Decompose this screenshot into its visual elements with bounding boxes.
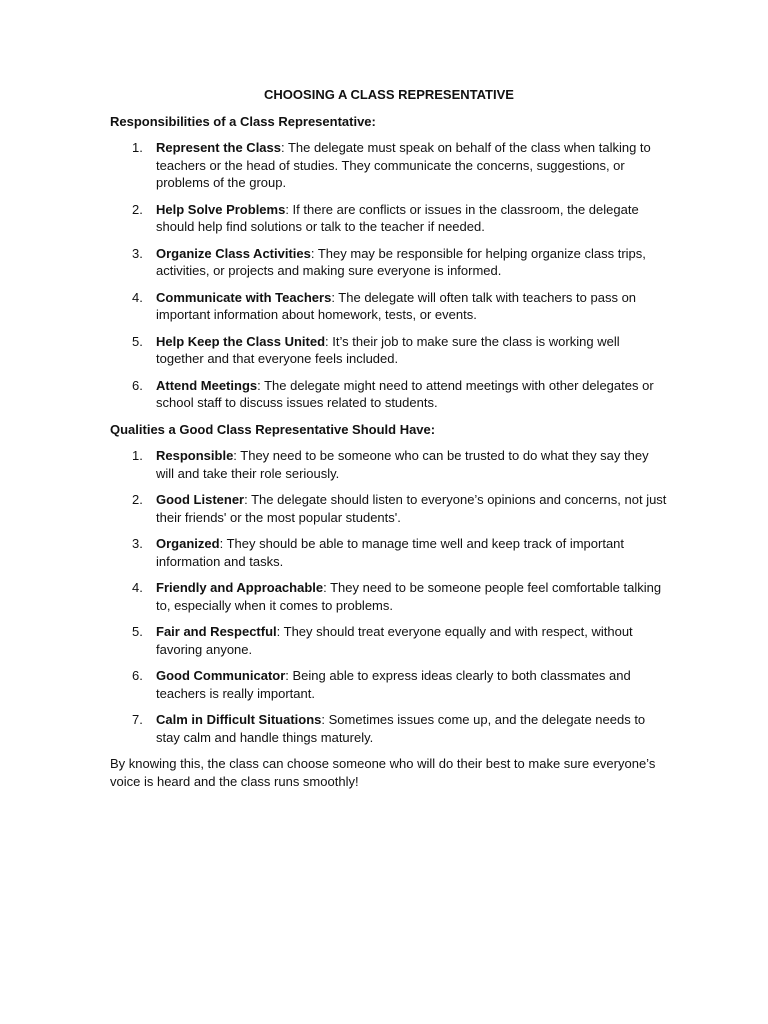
- item-text: : If there are conflicts or issues in the classroom, the delegate should help find solutions or talk to the teacher if needed.: [156, 201, 639, 234]
- list-number: 3.: [132, 536, 143, 551]
- list-number: 6.: [132, 668, 143, 683]
- item-text: : The delegate must speak on behalf of the class when talking to teachers or the head of studies. They communicate the concerns, suggestions, or problems of the group.: [156, 140, 651, 190]
- item-term: Help Keep the Class United: [156, 333, 326, 349]
- item-term: Help Solve Problems: [156, 201, 286, 217]
- item-term: Communicate with Teachers: [156, 289, 332, 305]
- item-text: : Sometimes issues come up, and the delegate needs to stay calm and handle things maturely.: [156, 712, 646, 745]
- list-item: [110, 579, 668, 614]
- list-item: [110, 333, 668, 368]
- list-number: 2.: [132, 201, 143, 217]
- item-text: : Being able to express ideas clearly to both classmates and teachers is really important.: [156, 668, 631, 701]
- list-number: 4.: [132, 580, 143, 595]
- item-text: : They need to be someone who can be trusted to do what they say they will and take their role seriously.: [156, 448, 649, 481]
- list-number: 1.: [132, 448, 143, 463]
- list-item: [110, 491, 668, 526]
- item-term: Organize Class Activities: [156, 245, 311, 261]
- list-item: [110, 377, 668, 412]
- item-term: Organized: [156, 536, 220, 551]
- list-number: 1.: [132, 140, 143, 155]
- list-number: 5.: [132, 624, 143, 639]
- list-item: [110, 623, 668, 658]
- qualities-heading: Qualities a Good Class Representative Should Have:: [110, 421, 436, 437]
- item-term: Calm in Difficult Situations: [156, 712, 322, 727]
- document-title: CHOOSING A CLASS REPRESENTATIVE: [264, 87, 514, 102]
- list-item: [110, 139, 668, 192]
- item-text: : They should be able to manage time well and keep track of important information and tasks.: [156, 536, 625, 569]
- closing-paragraph: By knowing this, the class can choose someone who will do their best to make sure everyone’s voice is heard and the class runs smoothly!: [110, 756, 656, 789]
- item-term: Friendly and Approachable: [156, 580, 324, 595]
- item-text: : The delegate should listen to everyone’s opinions and concerns, not just their friends' or the most popular students'.: [156, 492, 667, 525]
- qualities-list: [110, 447, 668, 746]
- item-term: Responsible: [156, 448, 234, 463]
- item-term: Good Communicator: [156, 668, 286, 683]
- list-item: [110, 447, 668, 482]
- responsibilities-list: [110, 139, 668, 412]
- item-text: : They should treat everyone equally and with respect, without favoring anyone.: [156, 624, 633, 657]
- list-number: 2.: [132, 492, 143, 507]
- list-number: 5.: [132, 333, 143, 349]
- list-number: 3.: [132, 245, 143, 261]
- list-item: [110, 711, 668, 746]
- item-text: : It’s their job to make sure the class is working well together and that everyone feels included.: [156, 333, 620, 366]
- list-item: [110, 245, 668, 280]
- list-item: [110, 201, 668, 236]
- item-term: Good Listener: [156, 492, 245, 507]
- item-text: : They need to be someone people feel comfortable talking to, especially when it comes to problems.: [156, 580, 662, 613]
- item-text: : The delegate will often talk with teachers to pass on important information about homework, tests, or events.: [156, 289, 637, 322]
- item-term: Fair and Respectful: [156, 624, 277, 639]
- list-item: [110, 289, 668, 324]
- item-text: : They may be responsible for helping organize class trips, activities, or projects and making sure everyone is informed.: [156, 245, 646, 278]
- list-number: 7.: [132, 712, 143, 727]
- list-item: [110, 667, 668, 702]
- item-term: Represent the Class: [156, 140, 281, 155]
- responsibilities-heading: Responsibilities of a Class Representative:: [110, 113, 376, 129]
- item-term: Attend Meetings: [156, 377, 258, 393]
- list-number: 4.: [132, 289, 143, 305]
- list-number: 6.: [132, 377, 143, 393]
- list-item: [110, 535, 668, 570]
- item-text: : The delegate might need to attend meetings with other delegates or school staff to discuss issues related to students.: [156, 377, 654, 410]
